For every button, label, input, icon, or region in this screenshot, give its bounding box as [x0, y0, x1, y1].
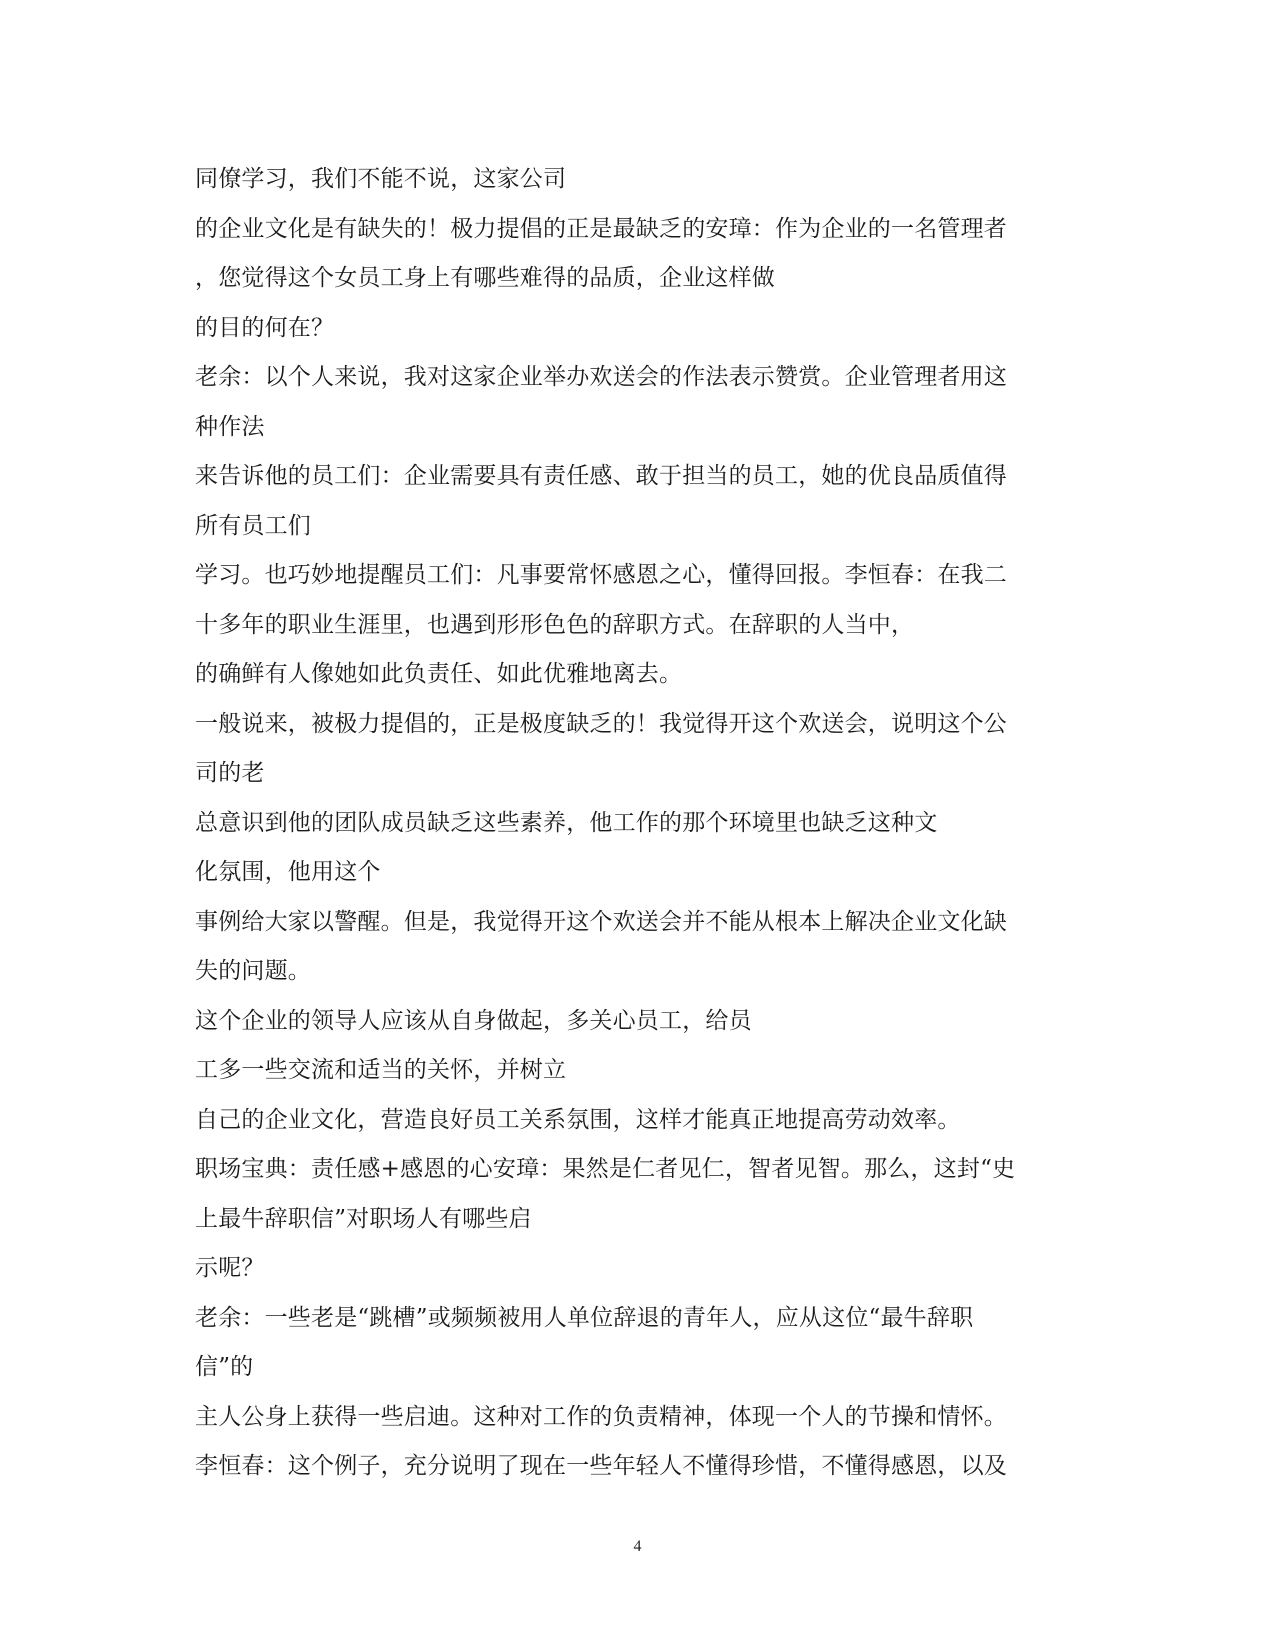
text-line: ，您觉得这个女员工身上有哪些难得的品质，企业这样做	[195, 265, 775, 291]
text-line: 同僚学习，我们不能不说，这家公司	[195, 166, 567, 192]
text-line: 老余：以个人来说，我对这家企业举办欢送会的作法表示赞赏。企业管理者用这	[195, 364, 1007, 390]
text-line: 的企业文化是有缺失的！极力提倡的正是最缺乏的安璋：作为企业的一名管理者	[195, 215, 1007, 242]
text-line: 十多年的职业生涯里，也遇到形形色色的辞职方式。在辞职的人当中，	[195, 611, 915, 638]
text-line: 信”的	[195, 1354, 254, 1380]
text-line: 司的老	[195, 760, 265, 786]
text-line: 示呢？	[195, 1255, 265, 1281]
text-line: 职场宝典：责任感+感恩的心安璋：果然是仁者见仁，智者见智。那么，这封“史	[195, 1156, 1016, 1182]
text-line: 这个企业的领导人应该从自身做起，多关心员工，给员	[195, 1007, 752, 1034]
text-line: 事例给大家以警醒。但是，我觉得开这个欢送会并不能从根本上解决企业文化缺	[195, 908, 1007, 935]
text-line: 学习。也巧妙地提醒员工们：凡事要常怀感恩之心，懂得回报。李恒春：在我二	[195, 562, 1007, 588]
text-line: 总意识到他的团队成员缺乏这些素养，他工作的那个环境里也缺乏这种文	[195, 809, 938, 836]
text-line: 的确鲜有人像她如此负责任、如此优雅地离去。	[195, 661, 683, 687]
text-line: 自己的企业文化，营造良好员工关系氛围，这样才能真正地提高劳动效率。	[195, 1106, 961, 1133]
text-line: 上最牛辞职信”对职场人有哪些启	[195, 1205, 532, 1232]
text-line: 所有员工们	[195, 512, 311, 539]
text-line: 化氛围，他用这个	[195, 859, 381, 885]
text-line: 主人公身上获得一些启迪。这种对工作的负责精神，体现一个人的节操和情怀。	[195, 1403, 1007, 1430]
page-number: 4	[633, 1538, 642, 1555]
text-line: 种作法	[195, 413, 265, 440]
text-line: 老余：一些老是“跳槽”或频频被用人单位辞退的青年人，应从这位“最牛辞职	[195, 1304, 974, 1331]
text-line: 一般说来，被极力提倡的，正是极度缺乏的！我觉得开这个欢送会，说明这个公	[195, 710, 1007, 737]
text-line: 工多一些交流和适当的关怀，并树立	[195, 1057, 567, 1083]
text-line: 失的问题。	[195, 958, 311, 984]
text-line: 的目的何在？	[195, 314, 335, 341]
text-line: 来告诉他的员工们：企业需要具有责任感、敢于担当的员工，她的优良品质值得	[195, 463, 1007, 489]
body-text	[195, 155, 1095, 1492]
text-line: 李恒春：这个例子，充分说明了现在一些年轻人不懂得珍惜，不懂得感恩，以及	[195, 1453, 1007, 1479]
